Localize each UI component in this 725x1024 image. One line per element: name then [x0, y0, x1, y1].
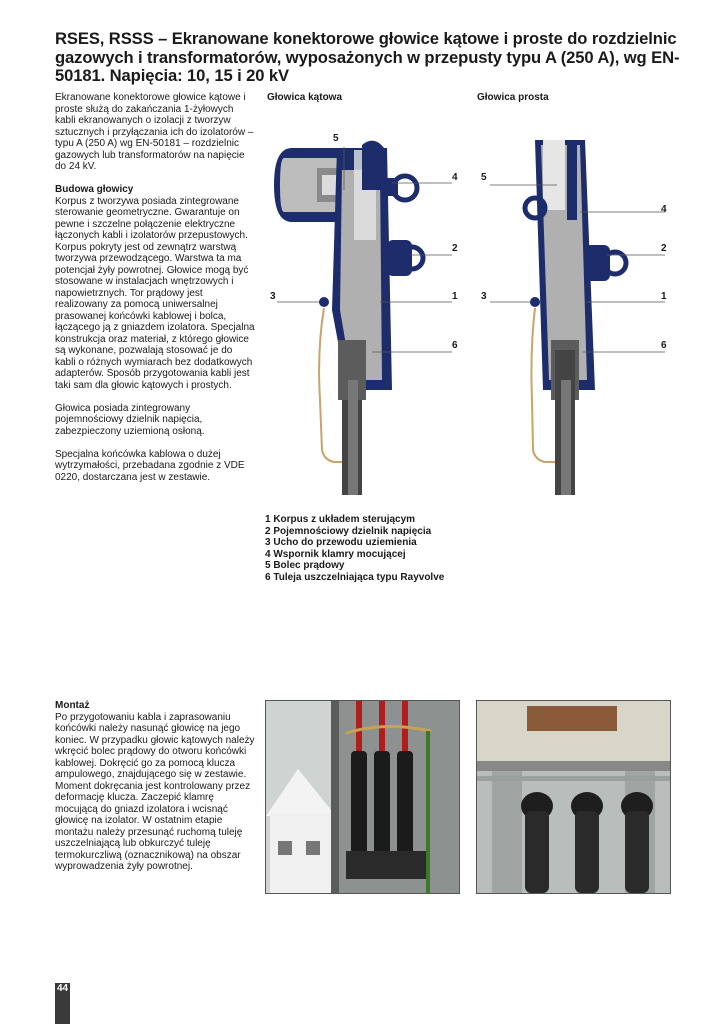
angle-callout-4: 4: [452, 172, 458, 183]
installation-photo-outdoor: [265, 700, 460, 894]
legend-item: 6 Tuleja uszczelniająca typu Rayvolve: [265, 571, 445, 583]
angle-callout-3: 3: [270, 291, 276, 302]
legend-item: 1 Korpus z układem sterującym: [265, 514, 416, 525]
angle-callout-6: 6: [452, 340, 458, 351]
straight-callout-6: 6: [661, 340, 667, 351]
legend-item: 5 Bolec prądowy: [265, 560, 345, 571]
straight-callout-5: 5: [481, 172, 487, 183]
angle-head-label: Głowica kątowa: [267, 92, 343, 103]
construction-heading: Budowa głowicy: [55, 184, 134, 195]
straight-callout-1: 1: [661, 291, 667, 302]
angle-head-diagram: [262, 130, 462, 495]
straight-callout-4: 4: [661, 204, 667, 215]
intro-column: [55, 92, 255, 495]
construction-section: [55, 184, 255, 391]
assembly-text: Po przygotowaniu kabla i zaprasowaniu końcówki należy nasunąć głowicę na jego koniec. W przypadku głowic kątowych należy wkręcić bolec prądowy do otworu końcówki kablowej. Dokręcić go za pomocą klucza ampulowego, znajdującego się w zestawie. Moment dokręcania jest kontrolowany przez deformację klucza. Zaczepić klamrę mocującą do gniazd izolatora i wcisnąć głowicę na izolator. W ostatnim etapie montażu należy przesunąć ruchomą tuleję uszczelniającą lub obkurczyć tuleję termokurczliwą (oznacznikową) na obszar wyprowadzenia żyły powrotnej.: [55, 711, 255, 872]
assembly-section: [55, 700, 255, 873]
straight-head-diagram: [475, 130, 675, 495]
legend-item: 4 Wspornik klamry mocującej: [265, 548, 406, 560]
straight-callout-3: 3: [481, 291, 487, 302]
page-title: RSES, RSSS – Ekranowane konektorowe głowice kątowe i proste do rozdzielnic gazowych i transformatorów, wyposażonych w przepusty typu A (250 A), wg EN-50181. Napięcia: 10, 15 i 20 kV: [55, 29, 680, 85]
straight-head-label: Głowica prosta: [477, 92, 549, 103]
angle-callout-2: 2: [452, 243, 458, 254]
voltage-divider-paragraph: Głowica posiada zintegrowany pojemnościowy dzielnik napięcia, zabezpieczony uziemioną osłoną.: [55, 402, 205, 437]
assembly-heading: Montaż: [55, 700, 90, 711]
page-number: 44: [56, 983, 69, 994]
angle-callout-5: 5: [333, 133, 339, 144]
legend-item: 2 Pojemnościowy dzielnik napięcia: [265, 525, 432, 537]
angle-callout-1: 1: [452, 291, 458, 302]
straight-callout-2: 2: [661, 243, 667, 254]
cable-lug-paragraph: Specjalna końcówka kablowa o dużej wytrzymałości, przebadana zgodnie z VDE 0220, dostarczana jest w zestawie.: [55, 448, 245, 483]
construction-text: Korpus z tworzywa posiada zintegrowane sterowanie geometryczne. Gwarantuje on pewne i szczelne połączenie elektryczne łączonych kabli i izolatorów przepustowych. Korpus pokryty jest od zewnątrz warstwą tworzywa przewodzącego. Warstwa ta ma potencjał żyły powrotnej. Głowice mogą być stosowane w instalacjach wnętrzowych i napowietrznych. Tor prądowy jest realizowany za pomocą uniwersalnej prasowanej końcówki kablowej i bolca, łączącego ją z gniazdem izolatora. Specjalna konstrukcja oraz materiał, z którego głowice są wykonane, pozwalają stosować je do kabli o różnych wymiarach bez dodatkowych adapterów. Sposób przygotowania kabli jest taki sam dla głowic kątowych i prostych.: [55, 195, 255, 391]
intro-paragraph: Ekranowane konektorowe głowice kątowe i proste służą do zakańczania 1-żyłowych kabli ekranowanych o izolacji z tworzyw sztucznych i przyłączania ich do izolatorów – typu A (250 A) wg EN-50181 – rozdzielnic gazowych lub transformatorów na napięcie do 24 kV.: [55, 92, 254, 172]
installation-photo-switchgear: [476, 700, 671, 894]
parts-legend: [265, 514, 444, 583]
legend-item: 3 Ucho do przewodu uziemienia: [265, 537, 417, 548]
